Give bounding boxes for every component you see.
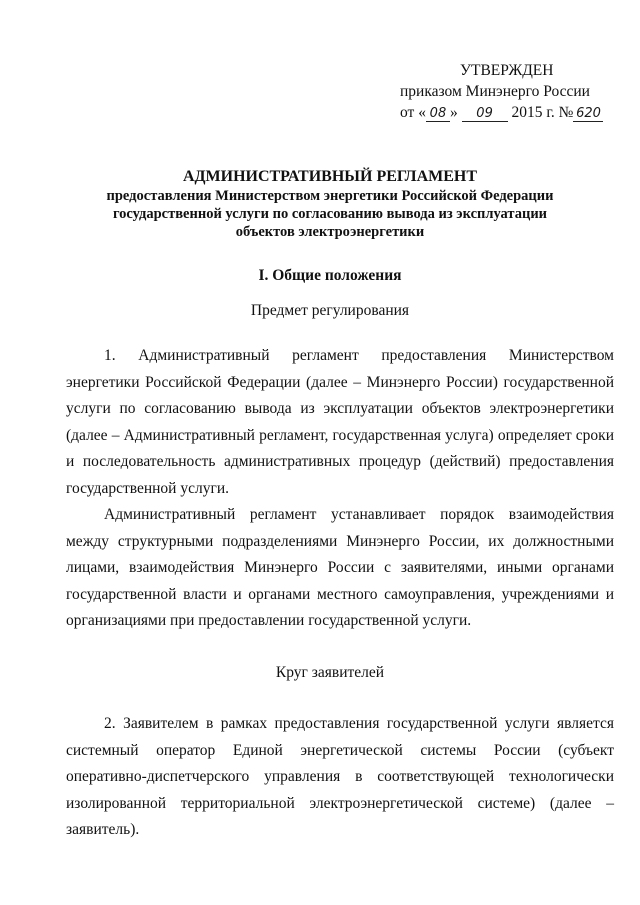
- date-day-suffix: »: [449, 104, 458, 121]
- paragraph-2: Административный регламент устанавливает порядок взаимодействия между структурными подразделениями Минэнерго России, их должностными лицами, взаимодействия Минэнерго России с заявителями, иными органами государственной власти и органами местного самоуправления, учреждениями и организациями при предоставлении государственной услуги.: [66, 506, 614, 629]
- document-subtitle-line-3: объектов электроэнергетики: [235, 224, 425, 240]
- handwritten-day: 08: [426, 106, 450, 122]
- subsection-title-regulation-subject: Предмет регулирования: [250, 302, 410, 319]
- approval-date-line: [400, 102, 630, 123]
- approval-order-line: приказом Минэнерго России: [400, 83, 590, 100]
- approval-title: УТВЕРЖДЕН: [460, 62, 554, 79]
- handwritten-month: 09: [462, 106, 508, 122]
- approval-block: [400, 60, 630, 123]
- document-subtitle-line-1: предоставления Министерством энергетики Российской Федерации: [106, 188, 554, 204]
- handwritten-order-number: 620: [573, 106, 603, 122]
- subsection-title-applicants: Круг заявителей: [275, 664, 385, 681]
- document-heading: [70, 167, 590, 241]
- document-subtitle-line-2: государственной услуги по согласованию вывода из эксплуатации: [112, 206, 548, 222]
- date-year-text: 2015 г. №: [511, 104, 574, 121]
- paragraph-3: 2. Заявителем в рамках предоставления государственной услуги является системный оператор Единой энергетической системы России (субъект оперативно-диспетчерского управления в соответствующей технологически изолированной территориальной электроэнергетической системе) (далее – заявитель).: [66, 715, 614, 838]
- paragraph-1: 1. Административный регламент предоставления Министерством энергетики Российской Федерации (далее – Минэнерго России) государственной услуги по согласованию вывода из эксплуатации объектов электроэнергетики (далее – Административный регламент, государственная услуга) определяет сроки и последовательность административных процедур (действий) предоставления государственной услуги.: [66, 347, 614, 497]
- document-title: АДМИНИСТРАТИВНЫЙ РЕГЛАМЕНТ: [182, 168, 478, 185]
- date-prefix: от «: [400, 104, 426, 121]
- section-title: I. Общие положения: [258, 267, 402, 284]
